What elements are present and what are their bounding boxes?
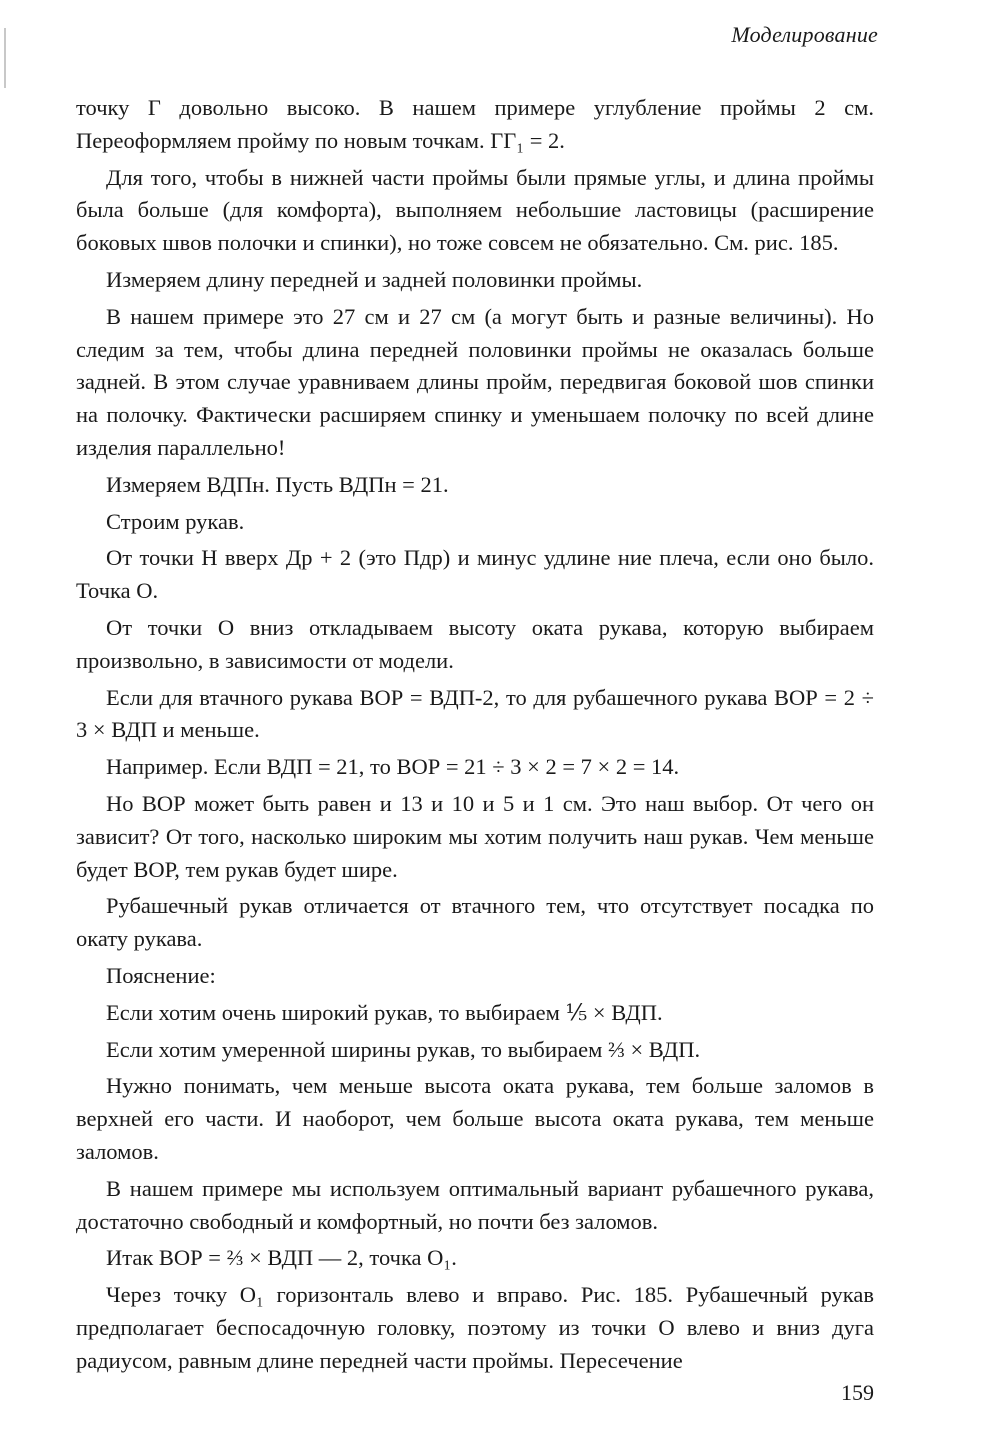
paragraph: Измеряем ВДПн. Пусть ВДПн = 21. bbox=[106, 471, 449, 497]
paragraph: Для того, чтобы в нижней части проймы были прямые углы, и длина проймы была больше (для комфорта), выполняем небольшие ластовицы (расширение боковых швов полочки и спинки), но тоже совсем не обязательно. См. рис. 185. bbox=[76, 164, 874, 256]
paragraph: Если для втачного рукава ВОР = ВДП-2, то для рубашечного рукава ВОР = 2 ÷ 3 × ВДП и меньше. bbox=[76, 684, 874, 743]
paragraph: В нашем примере это 27 см и 27 см (а могут быть и разные величины). Но следим за тем, чтобы длина передней половинки проймы не оказалась больше задней. В этом случае уравниваем длины пройм, передвигая боковой шов спинки на полочку. Фактически расширяем спинку и уменьшаем полочку по всей длине изделия параллельно! bbox=[76, 303, 874, 460]
paragraph: Если хотим очень широкий рукав, то выбираем ⅕ × ВДП. bbox=[106, 999, 663, 1025]
scan-edge-mark bbox=[4, 28, 6, 88]
body-text bbox=[76, 92, 874, 1381]
running-header: Моделирование bbox=[731, 22, 878, 47]
paragraph: Рубашечный рукав отличается от втачного тем, что отсутствует посадка по окату рукава. bbox=[76, 893, 874, 952]
paragraph: Например. Если ВДП = 21, то ВОР = 21 ÷ 3 × 2 = 7 × 2 = 14. bbox=[106, 754, 680, 780]
paragraph: Если хотим умеренной ширины рукав, то выбираем ⅔ × ВДП. bbox=[106, 1036, 701, 1062]
paragraph: От точки О вниз откладываем высоту оката рукава, которую выбираем произвольно, в зависимости от модели. bbox=[76, 614, 874, 673]
paragraph: В нашем примере мы используем оптимальный вариант рубашечного рукава, достаточно свободный и комфортный, но почти без заломов. bbox=[76, 1175, 874, 1234]
paragraph: Измеряем длину передней и задней половинки проймы. bbox=[106, 266, 643, 292]
page-number: 159 bbox=[841, 1380, 874, 1405]
paragraph: От точки Н вверх Др + 2 (это Пдр) и минус удлине ние плеча, если оно было. Точка О. bbox=[76, 545, 874, 604]
paragraph: Через точку О₁ горизонталь влево и вправо. Рис. 185. Рубашечный рукав предполагает беспосадочную головку, поэтому из точки О влево и вниз дуга радиусом, равным длине передней части проймы. Пересечение bbox=[76, 1282, 874, 1373]
paragraph: Нужно понимать, чем меньше высота оката рукава, тем больше заломов в верхней его части. И наоборот, чем больше высота оката рукава, тем меньше заломов. bbox=[76, 1073, 874, 1164]
paragraph: точку Г довольно высоко. В нашем примере углубление проймы 2 см. Переоформляем пройму по новым точкам. ГГ₁ = 2. bbox=[76, 95, 874, 153]
paragraph: Пояснение: bbox=[106, 962, 216, 988]
paragraph: Но ВОР может быть равен и 13 и 10 и 5 и 1 см. Это наш выбор. От чего он зависит? От того, насколько широким мы хотим получить наш рукав. Чем меньше будет ВОР, тем рукав будет шире. bbox=[76, 790, 874, 882]
paragraph: Строим рукав. bbox=[106, 508, 245, 534]
paragraph: Итак ВОР = ⅔ × ВДП — 2, точка О₁. bbox=[106, 1245, 457, 1271]
